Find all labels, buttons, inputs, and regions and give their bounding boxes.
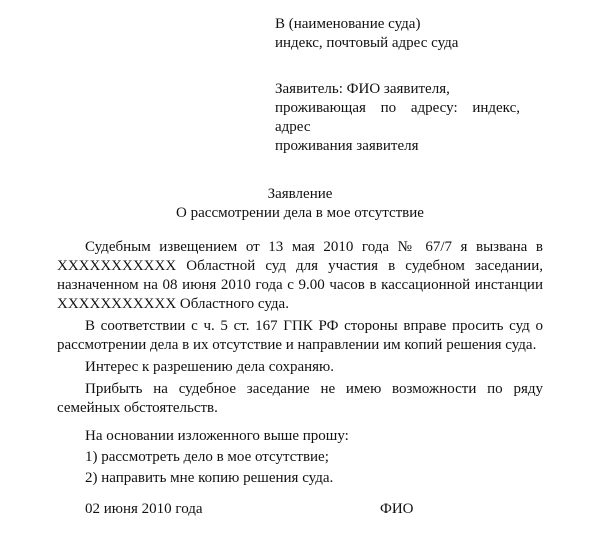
paragraph-legal-basis: В соответствии с ч. 5 ст. 167 ГПК РФ стороны вправе просить суд о рассмотрении дела в их отсутствие и направлении им копий решения суда. [57,318,543,353]
addressee-block [275,15,520,53]
applicant-block [275,80,520,156]
requests-intro: На основании изложенного выше прошу: [85,428,349,444]
request-item-2: 2) направить мне копию решения суда. [85,470,334,486]
statement-body [57,238,543,421]
court-address: индекс, почтовый адрес суда [275,35,459,51]
document-title: Заявление [267,186,333,202]
document-date: 02 июня 2010 года [85,501,203,517]
requests-block [85,427,525,490]
applicant-address-line2: проживания заявителя [275,138,419,154]
request-item-1: 1) рассмотреть дело в мое отсутствие; [85,449,329,465]
paragraph-interest: Интерес к разрешению дела сохраняю. [85,359,335,375]
applicant-address-line1: проживающая по адресу: индекс, адрес [275,100,520,135]
applicant-name: Заявитель: ФИО заявителя, [275,81,450,97]
document-subtitle: О рассмотрении дела в мое отсутствие [176,205,424,221]
court-name: В (наименование суда) [275,16,421,32]
paragraph-summons: Судебным извещением от 13 мая 2010 года № 67/7 я вызвана в ХХХХХХХХХХХ Областной суд для участия в судебном заседании, назначенном на 08 июня 2010 года с 9.00 часов в кассационной инстанции ХХХХХХХХХХХ Областного суда. [57,239,543,312]
signature: ФИО [380,501,414,517]
paragraph-absence-reason: Прибыть на судебное заседание не имею возможности по ряду семейных обстоятельств. [57,381,543,416]
